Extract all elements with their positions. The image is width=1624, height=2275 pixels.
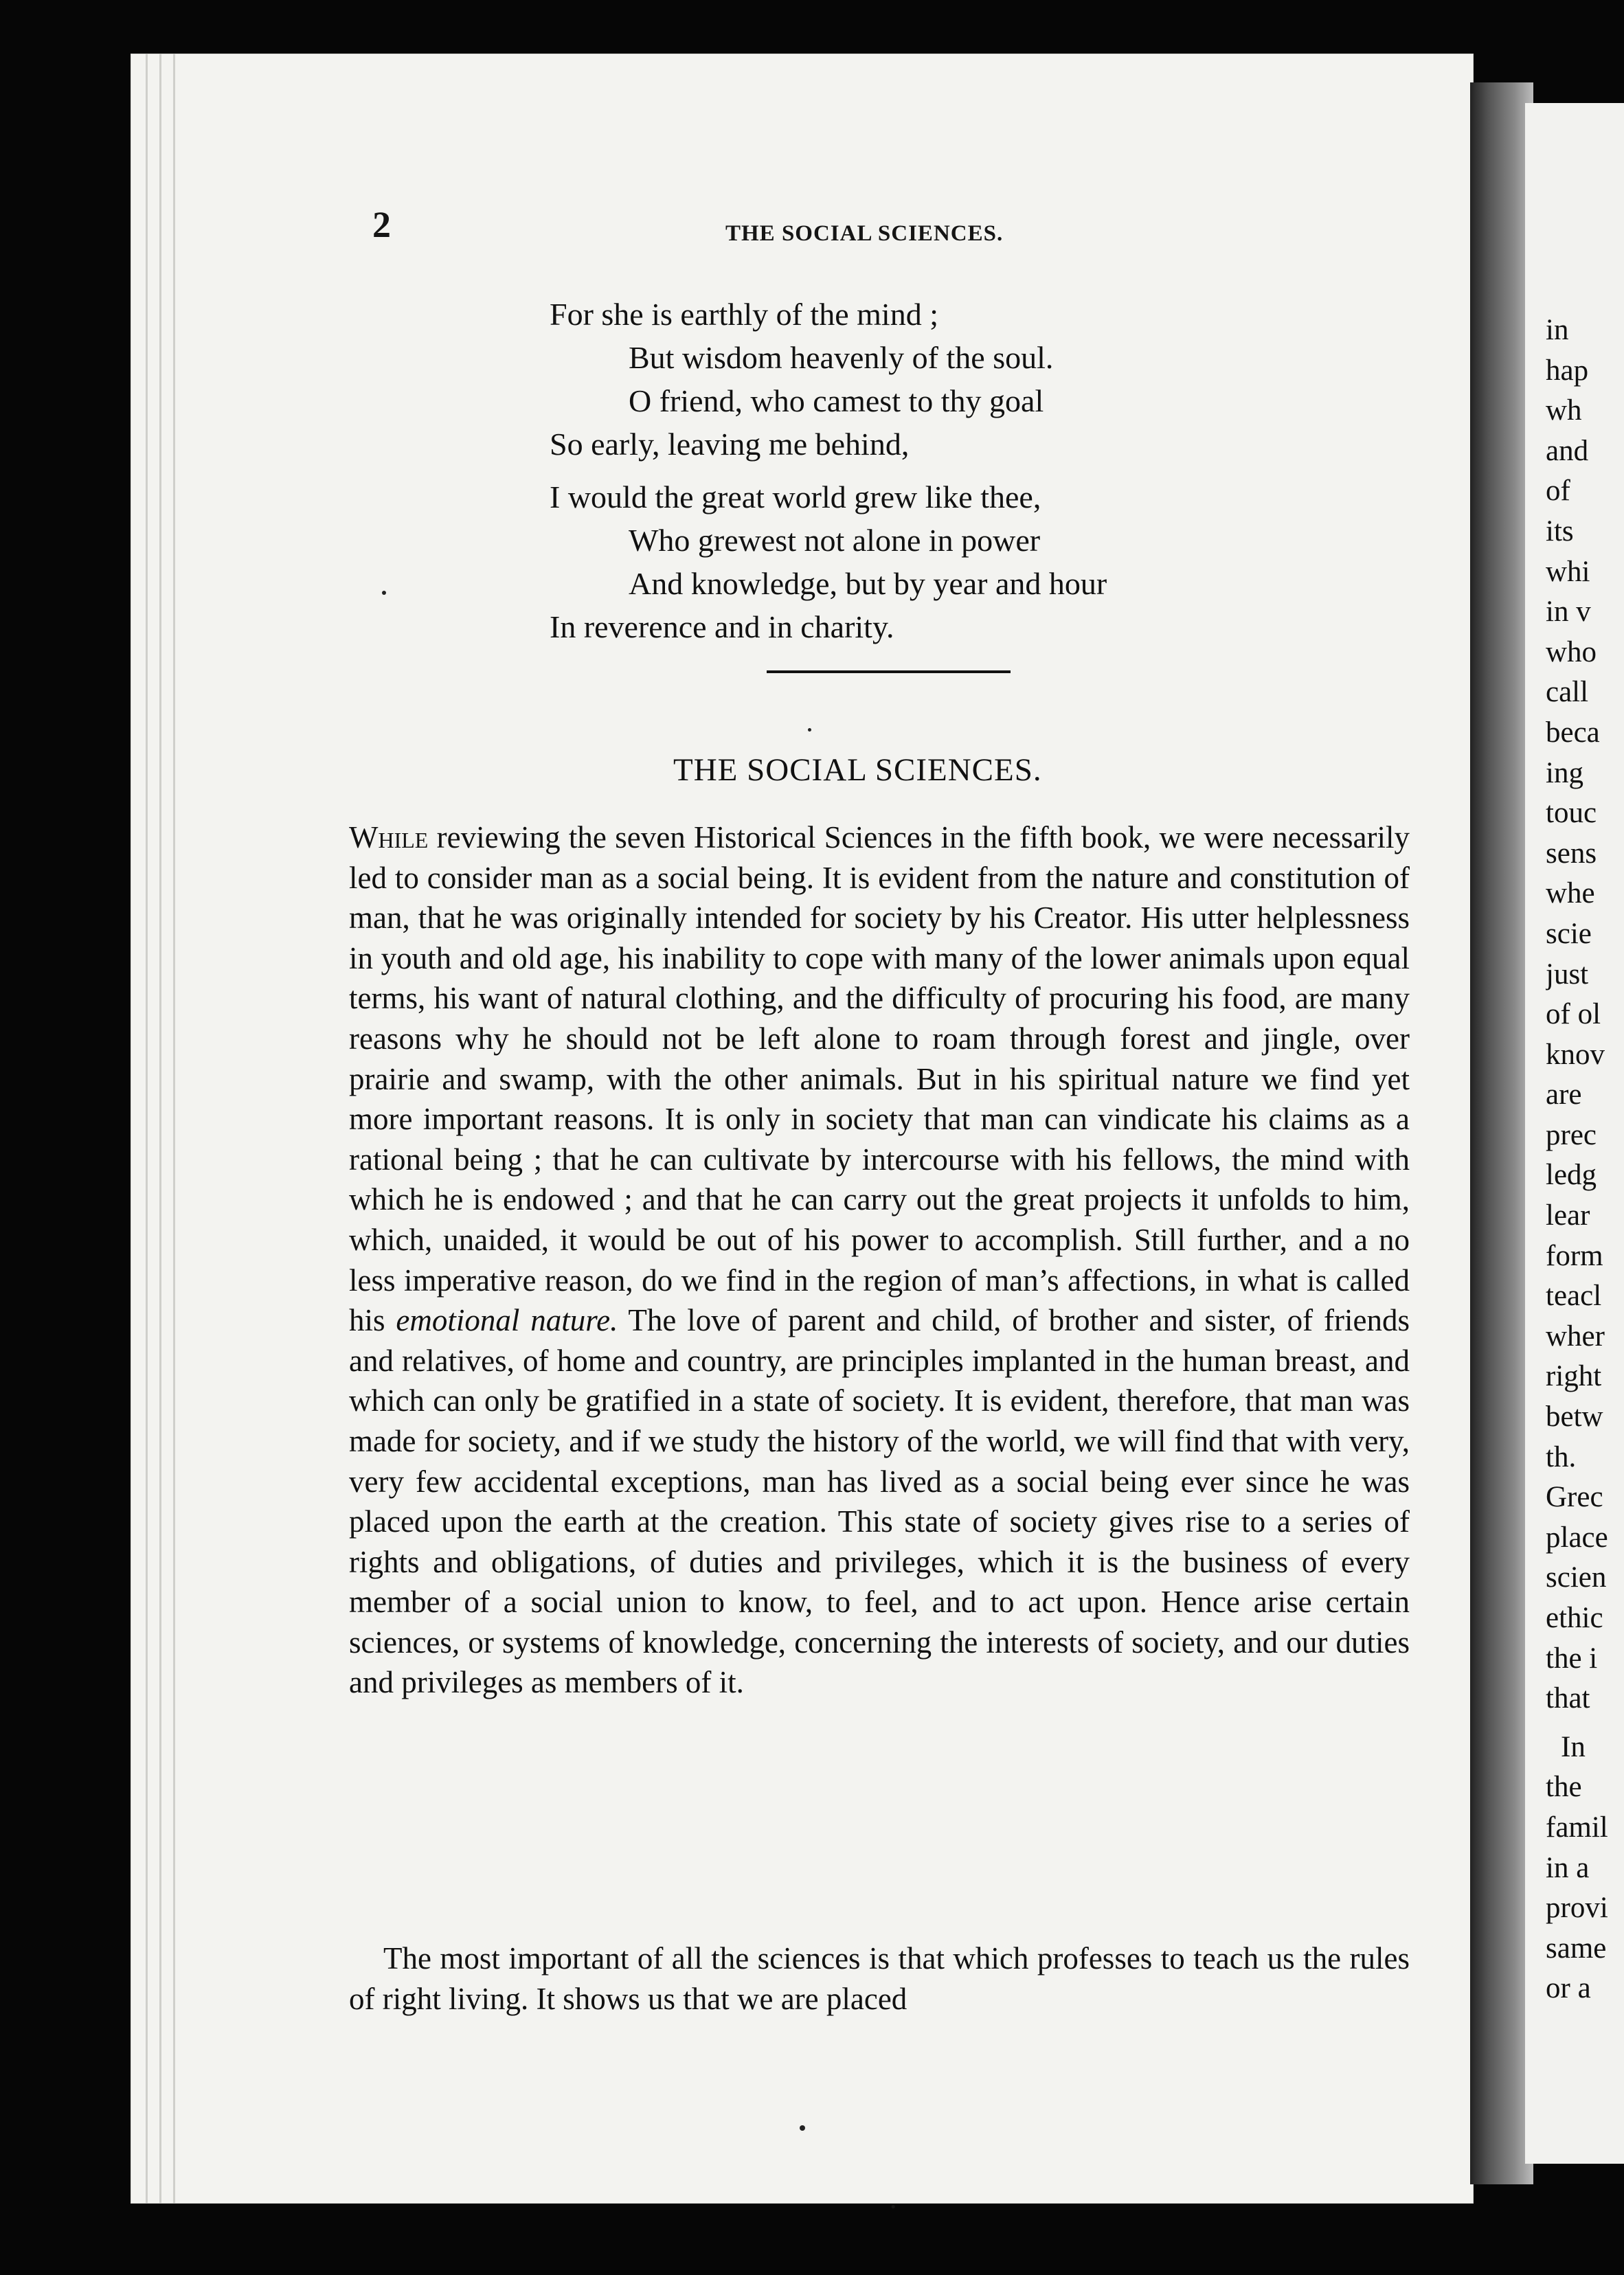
- poem-line: In reverence and in charity.: [550, 609, 894, 644]
- opposite-page-fragment: who: [1546, 635, 1597, 668]
- poem-line: O friend, who camest to thy goal: [629, 383, 1044, 418]
- poem-line: Who grewest not alone in power: [629, 523, 1041, 558]
- page-edge-line: [159, 54, 161, 2204]
- opposite-page-fragment: betw: [1546, 1401, 1603, 1434]
- page-edge-line: [146, 54, 148, 2204]
- opposite-page-fragment: the i: [1546, 1642, 1598, 1675]
- paragraph-text: The most important of all the sciences is that which professes to teach us the rules of right living. It shows us that we are placed: [349, 1941, 1410, 2016]
- opposite-page-fragment: or a: [1546, 1972, 1591, 2005]
- opposite-page-fragment: famil: [1546, 1811, 1608, 1844]
- opposite-page-fragment: beca: [1546, 716, 1600, 749]
- opposite-page-fragment: ledg: [1546, 1159, 1597, 1192]
- opposite-page-fragment: in a: [1546, 1851, 1590, 1884]
- opposite-page-fragment: the: [1546, 1771, 1582, 1804]
- paragraph-text: reviewing the seven Historical Sciences in the fifth book, we were necessarily led to consider man as a social being. It is evident from the nature and constitution of man, that he was originally intended for society by his Creator. His utter helplessness in youth and old age, his inability to cope with many of the lower animals upon equal terms, his want of natural clothing, and the difficulty of procuring his food, are many reasons why he should not be left alone to roam through forest and jingle, over prairie and swamp, with the other animals. But in his spiritual nature we find yet more important reasons. It is only in society that man can vindicate his claims as a rational being ; that he can cultivate by intercourse with his fellows, the mind with which he is endowed ; and that he can carry out the great projects it unfolds to him, which, unaided, it would be out of his power to accomplish. Still further, and a no less imperative reason, do we find in the region of man’s affections, in what is called his: [349, 820, 1410, 1338]
- paragraph-lead-word: While: [349, 820, 429, 854]
- opposite-page-fragment: ethic: [1546, 1602, 1603, 1634]
- opposite-page-fragment: of ol: [1546, 998, 1601, 1031]
- opposite-page-fragment: ing: [1546, 756, 1583, 789]
- poem-line: But wisdom heavenly of the soul.: [629, 340, 1054, 375]
- poem-stanza: [550, 293, 1237, 648]
- section-title: THE SOCIAL SCIENCES.: [673, 752, 1042, 788]
- running-head: THE SOCIAL SCIENCES.: [725, 221, 1004, 246]
- opposite-page-fragment: prec: [1546, 1118, 1597, 1151]
- book-gutter-shadow: [1470, 82, 1533, 2184]
- print-speck: [800, 2125, 805, 2131]
- body-paragraph: [349, 817, 1410, 1703]
- opposite-page-fragment: same: [1546, 1932, 1607, 1965]
- print-speck: [808, 728, 811, 732]
- opposite-page-fragment: just: [1546, 958, 1589, 991]
- opposite-page-fragment: th.: [1546, 1440, 1577, 1473]
- opposite-page-fragment: provi: [1546, 1892, 1608, 1925]
- opposite-page-fragment: whe: [1546, 877, 1595, 910]
- opposite-page-fragment: call: [1546, 676, 1589, 709]
- page-edge-line: [173, 54, 175, 2204]
- opposite-page-fragment: right: [1546, 1360, 1602, 1393]
- opposite-page-text: [1546, 310, 1624, 2009]
- opposite-page-fragment: its: [1546, 514, 1574, 547]
- poem-line: And knowledge, but by year and hour: [629, 566, 1107, 601]
- opposite-page-fragment: scie: [1546, 917, 1592, 950]
- opposite-page-fragment: wh: [1546, 394, 1582, 427]
- opposite-page-fragment: are: [1546, 1078, 1582, 1111]
- opposite-page-fragment: knov: [1546, 1038, 1605, 1071]
- opposite-page-fragment: and: [1546, 434, 1589, 467]
- page-number: 2: [372, 204, 391, 245]
- opposite-page-fragment: teacl: [1546, 1280, 1602, 1313]
- opposite-page-fragment: that: [1546, 1682, 1590, 1715]
- opposite-page-fragment: lear: [1546, 1199, 1590, 1232]
- opposite-page-fragment: Grec: [1546, 1481, 1603, 1514]
- opposite-page-fragment: In: [1561, 1730, 1586, 1763]
- opposite-page-fragment: place: [1546, 1521, 1608, 1554]
- opposite-page-fragment: hap: [1546, 354, 1589, 387]
- poem-line: I would the great world grew like thee,: [550, 479, 1041, 514]
- print-speck: [382, 591, 386, 595]
- opposite-page-fragment: scien: [1546, 1561, 1607, 1594]
- paragraph-text: The love of parent and child, of brother and sister, of friends and relatives, of home and country, are principles implanted in the human breast, and which can only be gratified in a state of society. It is evident, therefore, that man was made for society, and if we study the history of the world, we will find that with very, very few accidental exceptions, man has lived as a social being ever since he was placed upon the earth at the creation. This state of society gives rise to a series of rights and obligations, of duties and privileges, which it is the business of every member of a social union to know, to feel, and to act upon. Hence arise certain sciences, or systems of knowledge, concerning the interests of society, and our duties and privileges as members of it.: [349, 1303, 1410, 1700]
- opposite-page-fragment: touc: [1546, 797, 1597, 830]
- opposite-page-fragment: sens: [1546, 837, 1597, 870]
- opposite-page-fragment: wher: [1546, 1320, 1605, 1352]
- opposite-page-fragment: form: [1546, 1239, 1603, 1272]
- body-paragraph: [349, 1938, 1410, 2019]
- opposite-page-fragment: in v: [1546, 596, 1591, 629]
- poem-line: For she is earthly of the mind ;: [550, 297, 938, 332]
- opposite-page-fragment: in: [1546, 314, 1569, 346]
- emphasized-phrase: emotional nature.: [396, 1303, 618, 1338]
- poem-line: So early, leaving me behind,: [550, 427, 910, 462]
- opposite-page-fragment: of: [1546, 475, 1570, 508]
- section-divider-rule: [767, 670, 1011, 673]
- opposite-page-fragment: whi: [1546, 555, 1590, 588]
